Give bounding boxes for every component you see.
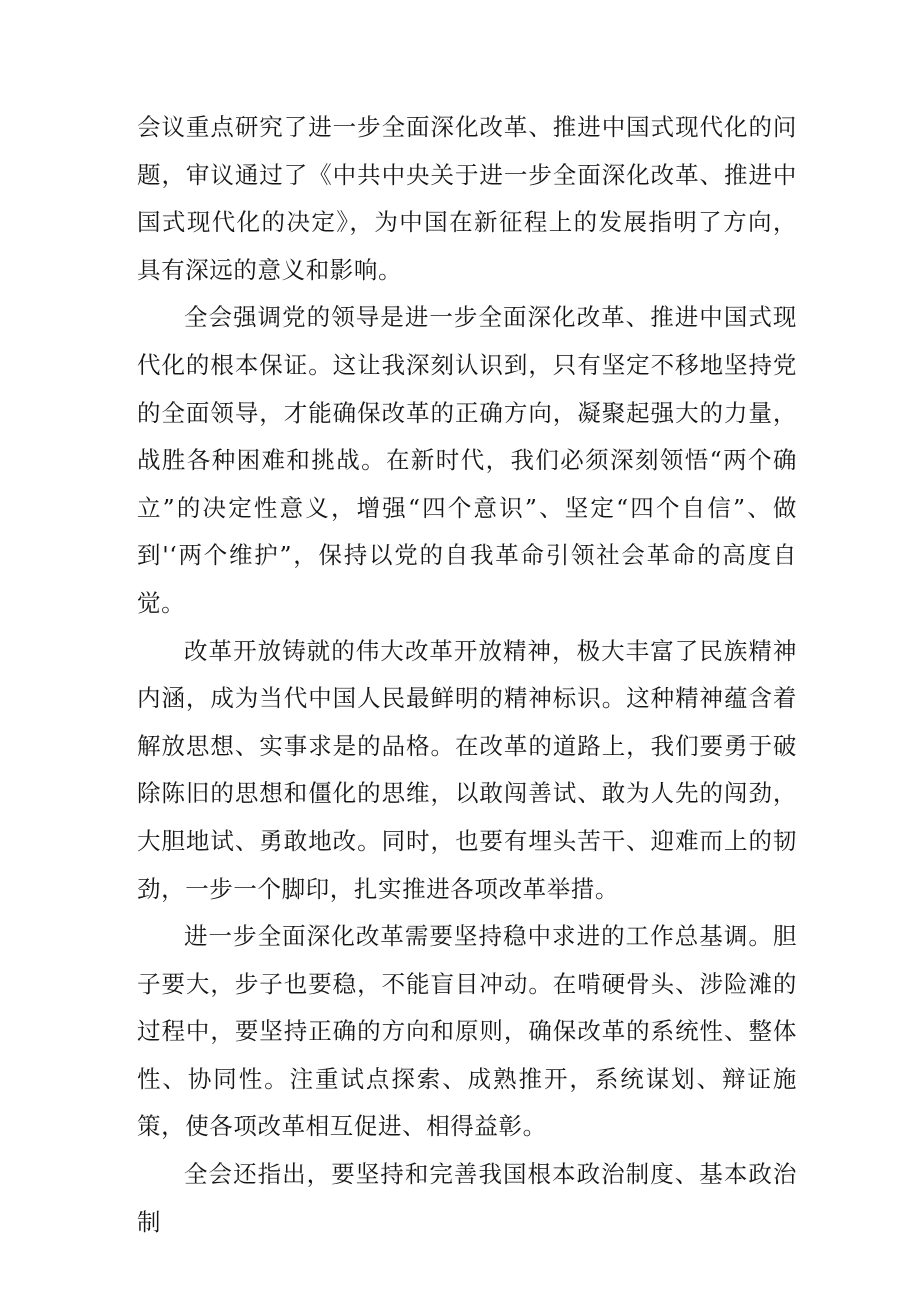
paragraph-1: 会议重点研究了进一步全面深化改革、推进中国式现代化的问题，审议通过了《中共中央关于进一步全面深化改革、推进中国式现代化的决定》，为中国在新征程上的发展指明了方向，具有深远的意义和影响。: [137, 113, 797, 284]
paragraph-2: 全会强调党的领导是进一步全面深化改革、推进中国式现代化的根本保证。这让我深刻认识到，只有坚定不移地坚持党的全面领导，才能确保改革的正确方向，凝聚起强大的力量，战胜各种困难和挑战。在新时代，我们必须深刻领悟“两个确立”的决定性意义，增强“四个意识”、坚定“四个自信”、做到'‘两个维护”，保持以党的自我革命引领社会革命的高度自觉。: [137, 303, 797, 617]
paragraph-5: 全会还指出，要坚持和完善我国根本政治制度、基本政治制: [137, 1160, 797, 1236]
paragraph-4: 进一步全面深化改革需要坚持稳中求进的工作总基调。胆子要大，步子也要稳，不能盲目冲动。在啃硬骨头、涉险滩的过程中，要坚持正确的方向和原则，确保改革的系统性、整体性、协同性。注重试点探索、成熟推开，系统谋划、辩证施策，使各项改革相互促进、相得益彰。: [137, 922, 797, 1141]
document-body: [137, 104, 797, 1246]
paragraph-3: 改革开放铸就的伟大改革开放精神，极大丰富了民族精神内涵，成为当代中国人民最鲜明的精神标识。这种精神蕴含着解放思想、实事求是的品格。在改革的道路上，我们要勇于破除陈旧的思想和僵化的思维，以敢闯善试、敢为人先的闯劲，大胆地试、勇敢地改。同时，也要有埋头苦干、迎难而上的韧劲，一步一个脚印，扎实推进各项改革举措。: [137, 636, 797, 903]
